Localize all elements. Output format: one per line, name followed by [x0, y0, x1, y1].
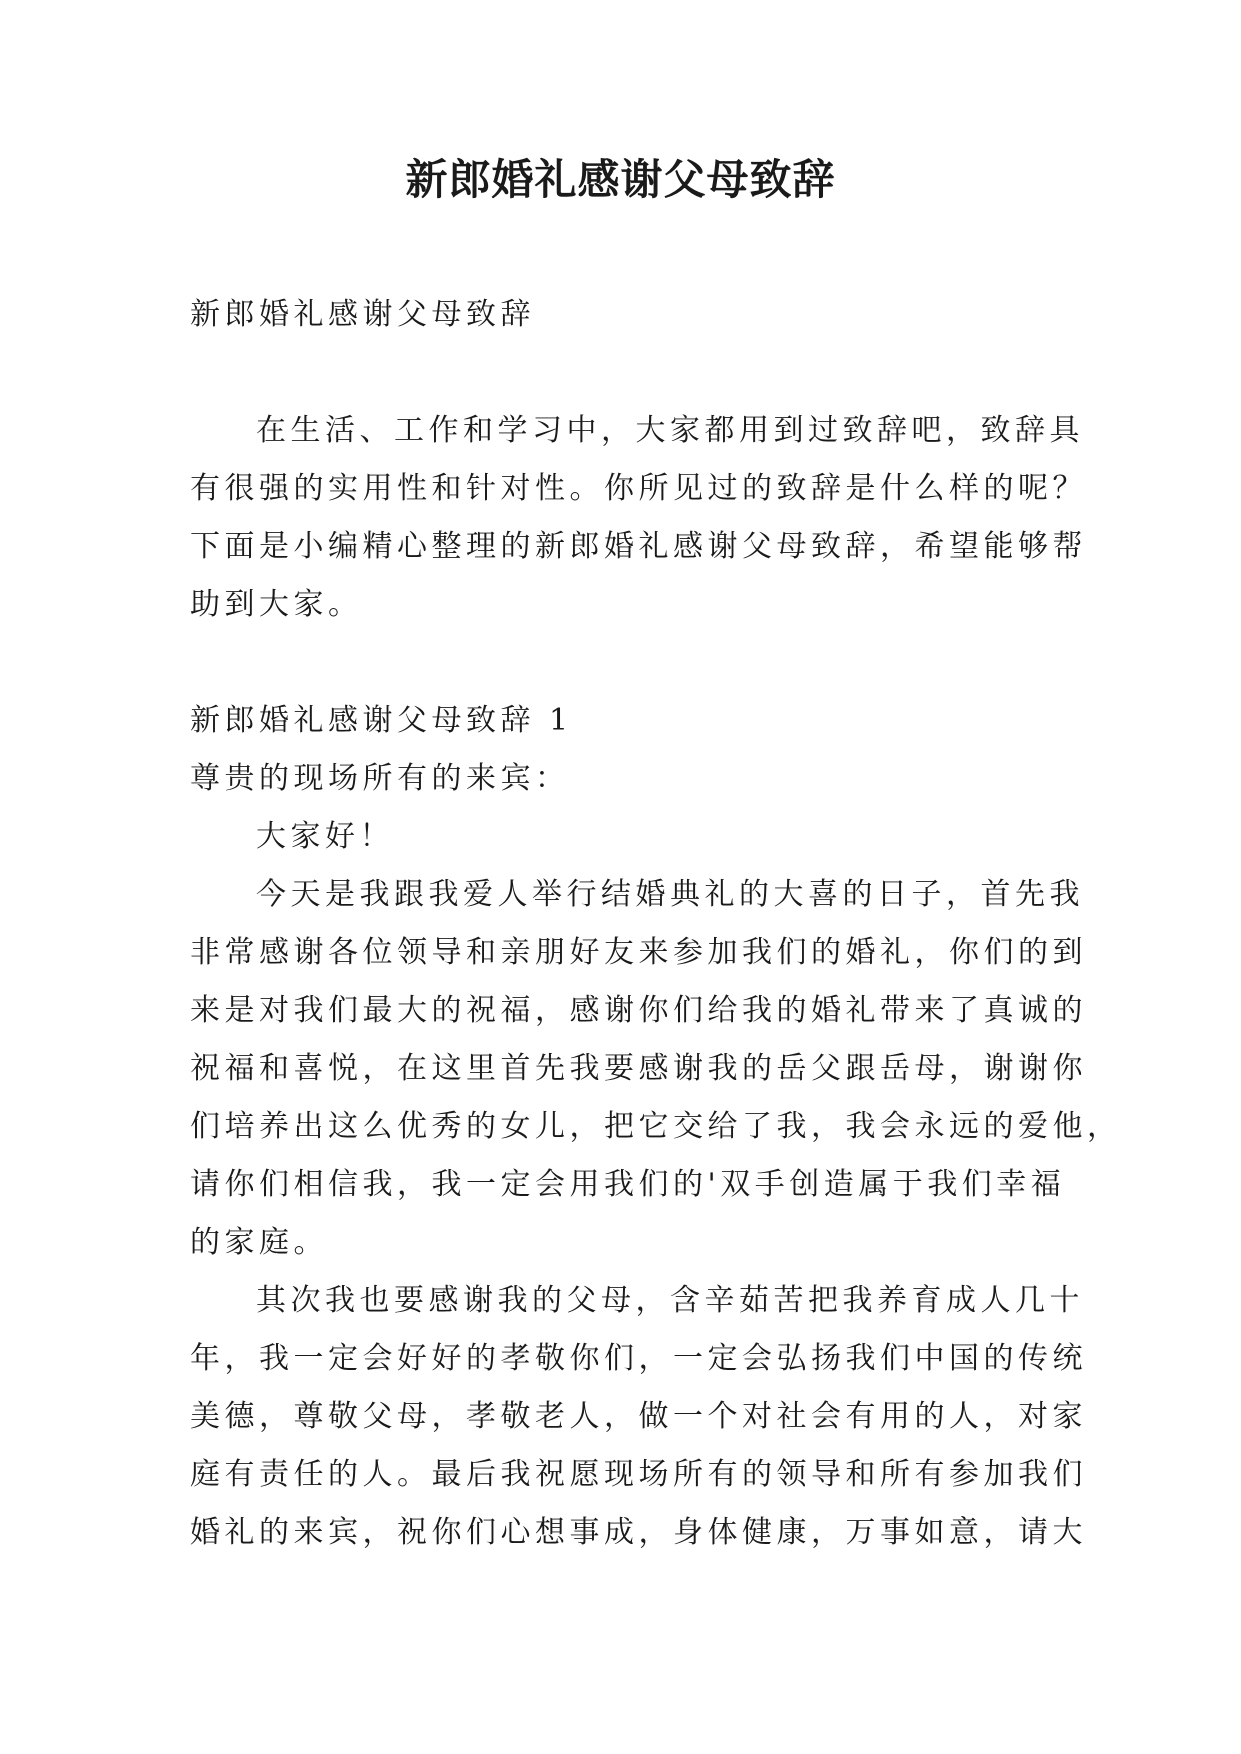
paragraph-line: 们培养出这么优秀的女儿，把它交给了我，我会永远的爱他，: [190, 1109, 1122, 1144]
paragraph-line: 婚礼的来宾，祝你们心想事成，身体健康，万事如意，请大: [190, 1515, 1087, 1550]
paragraph-line: 庭有责任的人。最后我祝愿现场所有的领导和所有参加我们: [190, 1457, 1087, 1492]
paragraph-line: 年，我一定会好好的孝敬你们，一定会弘扬我们中国的传统: [190, 1341, 1087, 1376]
intro-line: 助到大家。: [190, 587, 363, 622]
subtitle: 新郎婚礼感谢父母致辞: [190, 297, 535, 332]
paragraph-line: 请你们相信我，我一定会用我们的'双手创造属于我们幸福: [190, 1167, 1066, 1202]
paragraph-line: 其次我也要感谢我的父母，含辛茹苦把我养育成人几十: [256, 1283, 1084, 1318]
paragraph-line: 美德，尊敬父母，孝敬老人，做一个对社会有用的人，对家: [190, 1399, 1087, 1434]
paragraph-line: 的家庭。: [190, 1225, 328, 1260]
speech-paragraph-2: [190, 1272, 1087, 1562]
paragraph-line: 今天是我跟我爱人举行结婚典礼的大喜的日子，首先我: [256, 877, 1084, 912]
section-heading: 新郎婚礼感谢父母致辞 1: [190, 703, 573, 738]
document-body: [190, 286, 1122, 1562]
salutation: 尊贵的现场所有的来宾：: [190, 761, 570, 796]
intro-line: 有很强的实用性和针对性。你所见过的致辞是什么样的呢？: [190, 471, 1087, 506]
paragraph-line: 祝福和喜悦，在这里首先我要感谢我的岳父跟岳母，谢谢你: [190, 1051, 1087, 1086]
paragraph-line: 非常感谢各位领导和亲朋好友来参加我们的婚礼，你们的到: [190, 935, 1087, 970]
spacer: [190, 634, 1060, 692]
intro-line: 下面是小编精心整理的新郎婚礼感谢父母致辞，希望能够帮: [190, 529, 1087, 564]
page-title: 新郎婚礼感谢父母致辞: [405, 155, 836, 204]
paragraph-line: 来是对我们最大的祝福，感谢你们给我的婚礼带来了真诚的: [190, 993, 1087, 1028]
greeting: 大家好！: [256, 819, 394, 854]
spacer: [190, 344, 1060, 402]
intro-paragraph: [190, 402, 1087, 634]
intro-line: 在生活、工作和学习中，大家都用到过致辞吧，致辞具: [256, 413, 1084, 448]
speech-paragraph-1: [190, 866, 1122, 1272]
